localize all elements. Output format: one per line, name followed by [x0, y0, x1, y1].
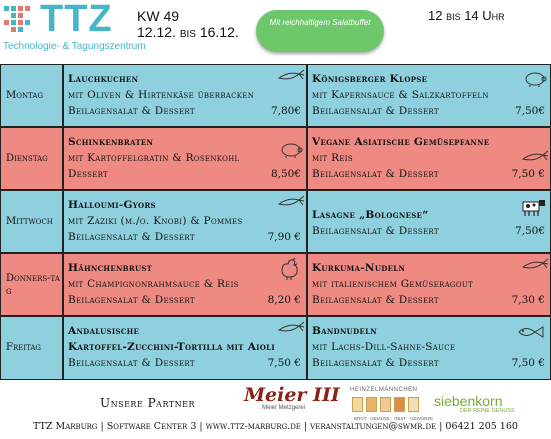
dish-title: Hähnchenbrust [68, 262, 153, 274]
date-range: 12.12. bis 16.12. [137, 24, 239, 40]
dish-price: 7,50€ [514, 225, 545, 237]
dish-sides: Beilagensalat & Dessert [312, 168, 439, 180]
day-cell [0, 190, 63, 253]
heinzelmaennchen-emblem [408, 397, 419, 412]
dish-sides: Beilagensalat & Dessert [68, 231, 195, 243]
heinzelmaennchen-emblem [380, 397, 391, 412]
dish-title-continued: Kartoffel-Zucchini-Tortilla mit Aioli [68, 341, 275, 353]
pig-icon [524, 71, 548, 87]
dish-description: mit Reis [312, 152, 353, 164]
heinzelmaennchen-logo: HEINZELMÄNNCHEN [350, 387, 418, 393]
dish-sides: Beilagensalat & Dessert [312, 294, 439, 306]
day-label: Dienstag [6, 153, 48, 164]
menu-row-tuesday [0, 127, 551, 190]
salad-buffet-text: Mit reichhaltigem Salatbuffet [269, 18, 371, 27]
dish-title: Bandnudeln [312, 325, 378, 337]
dish-price: 7,30 € [511, 294, 545, 306]
pig-icon [280, 142, 304, 158]
dish-title: Lauchkuchen [68, 73, 139, 85]
dish-price: 8,50€ [270, 168, 301, 180]
dish-title: Andalusische [68, 325, 140, 337]
carrot-icon [277, 69, 305, 83]
dish-price: 7,50€ [514, 105, 545, 117]
dish-cell [307, 64, 551, 127]
dish-title: Lasagne „Bolognese“ [312, 209, 429, 221]
menu-row-monday [0, 64, 551, 127]
day-cell [0, 316, 63, 380]
dish-price: 7,80€ [270, 105, 301, 117]
meier-logo-subtitle: Meier Metzgerei [262, 405, 306, 411]
dish-title: Schinkenbraten [68, 136, 154, 148]
ttz-logo-text: TTZ [40, 0, 113, 40]
dish-sides: Beilagensalat & Dessert [68, 105, 195, 117]
dish-title: Kurkuma-Nudeln [312, 262, 406, 274]
day-label: Montag [6, 90, 44, 101]
dish-description: mit Zaziki (m./o. Knobi) & Pommes [68, 215, 243, 227]
chicken-icon [278, 257, 302, 281]
dish-description: mit Oliven & Hirtenkäse überbacken [68, 89, 255, 101]
dish-cell [63, 64, 307, 127]
dish-price: 7,50 € [267, 357, 301, 369]
menu-row-thursday [0, 253, 551, 316]
dish-description: mit italienischem Gemüseragout [312, 278, 474, 290]
dish-description: mit Kapernsauce & Salzkartoffeln [312, 89, 489, 101]
menu-header [0, 0, 551, 62]
carrot-icon [277, 321, 305, 335]
dish-cell [63, 316, 307, 380]
footer-contact: TTZ Marburg | Software Center 3 | www.ttz-marburg.de | veranstaltungen@swmr.de | 06421 205 160 [33, 421, 518, 432]
dish-title: Königsberger Klopse [312, 73, 428, 85]
menu-row-wednesday [0, 190, 551, 253]
heinzelmaennchen-emblem [352, 397, 363, 412]
dish-price: 7,50 € [511, 357, 545, 369]
dish-sides: Beilagensalat & Dessert [312, 225, 439, 237]
dish-cell [307, 190, 551, 253]
dish-sides: Beilagensalat & Dessert [312, 105, 439, 117]
dish-cell [307, 127, 551, 190]
heinzelmaennchen-emblem [366, 397, 377, 412]
dish-price: 7,50 € [511, 168, 545, 180]
day-cell [0, 253, 63, 316]
carrot-icon [521, 150, 549, 164]
opening-hours: 12 bis 14 Uhr [428, 8, 505, 23]
fish-icon [517, 325, 545, 339]
ttz-logo-mark [4, 6, 36, 34]
dish-price: 8,20 € [267, 294, 301, 306]
partners-label: Unsere Partner [100, 396, 196, 410]
dish-description: mit Lachs-Dill-Sahne-Sauce [312, 341, 456, 353]
day-cell [0, 127, 63, 190]
day-label: Donners-tag [6, 273, 60, 297]
dish-description: mit Champignonrahmsauce & Reis [68, 278, 239, 290]
dish-title: Halloumi-Gyors [68, 199, 156, 211]
carrot-icon [277, 195, 305, 209]
dish-cell [63, 253, 307, 316]
dish-cell [307, 316, 551, 380]
dish-cell [63, 190, 307, 253]
day-cell [0, 64, 63, 127]
day-label: Mittwoch [6, 216, 53, 227]
siebenkorn-logo: siebenkorn [434, 393, 503, 409]
menu-row-friday [0, 316, 551, 380]
dish-title: Vegane Asiatische Gemüsepfanne [312, 136, 490, 148]
siebenkorn-subtitle: DER REINE GENUSS [460, 408, 515, 414]
heinzelmaennchen-emblem [394, 397, 405, 412]
cow-icon [520, 197, 546, 217]
dish-sides: Dessert [68, 168, 109, 180]
calendar-week: KW 49 [137, 8, 180, 24]
dish-price: 7,90 € [267, 231, 301, 243]
day-label: Freitag [6, 342, 42, 353]
carrot-icon [521, 258, 549, 272]
dish-sides: Beilagensalat & Dessert [68, 357, 195, 369]
dish-sides: Beilagensalat & Dessert [68, 294, 195, 306]
ttz-logo-subtitle: Technologie- & Tagungszentrum [3, 41, 146, 52]
dish-cell [63, 127, 307, 190]
heinzelmaennchen-subtitle: BROT · GEMÜSE · OBST · GEWÜRZE [354, 416, 434, 421]
meier-logo: Meier III [244, 384, 340, 406]
dish-cell [307, 253, 551, 316]
salad-buffet-badge [256, 10, 384, 52]
dish-sides: Beilagensalat & Dessert [312, 357, 439, 369]
dish-description: mit Kartoffelgratin & Rosenkohl [68, 152, 240, 164]
